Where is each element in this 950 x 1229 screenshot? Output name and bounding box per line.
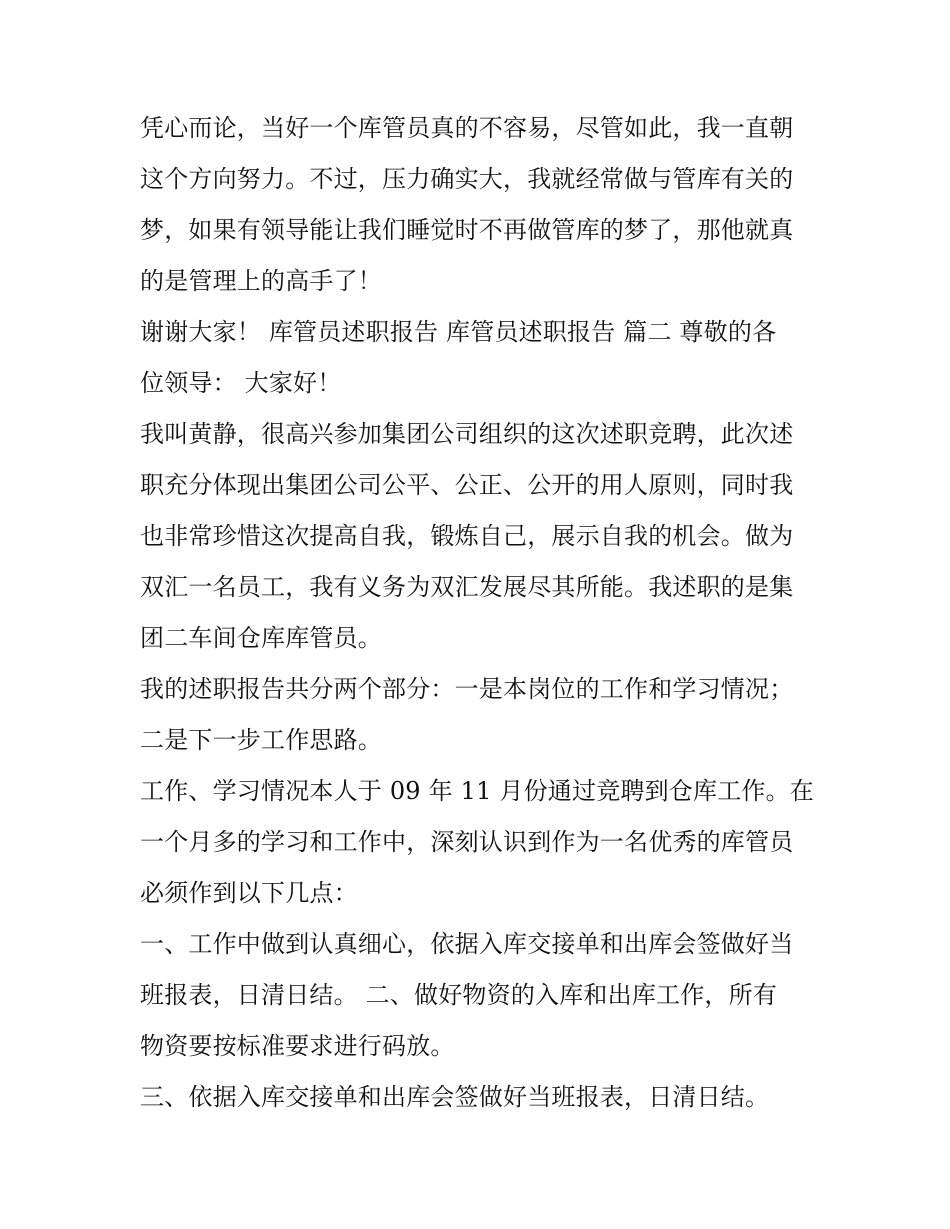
text-line: 班报表，日清日结。 二、做好物资的入库和出库工作，所有 — [140, 981, 778, 1009]
text-line: 凭心而论，当好一个库管员真的不容易，尽管如此，我一直朝 — [140, 114, 794, 142]
paragraph-2 — [140, 307, 815, 409]
text-line: 谢谢大家！ 库管员述职报告 库管员述职报告 篇二 尊敬的各 — [140, 318, 777, 346]
text-line: 这个方向努力。不过，压力确实大，我就经常做与管库有关的 — [140, 165, 794, 193]
text-line: 我的述职报告共分两个部分：一是本岗位的工作和学习情况； — [140, 675, 794, 703]
text-line: 位领导： 大家好！ — [140, 369, 342, 397]
text-line: 物资要按标准要求进行码放。 — [140, 1032, 455, 1060]
paragraph-7 — [140, 1072, 815, 1123]
text-line: 二是下一步工作思路。 — [140, 726, 382, 754]
text-line: 也非常珍惜这次提高自我，锻炼自己，展示自我的机会。做为 — [140, 522, 794, 550]
paragraph-1 — [140, 103, 815, 307]
text-line: 一、工作中做到认真细心，依据入库交接单和出库会签做好当 — [140, 930, 794, 958]
document-body — [140, 103, 815, 1123]
paragraph-6 — [140, 919, 815, 1072]
paragraph-3 — [140, 409, 815, 664]
text-line: 我叫黄静，很高兴参加集团公司组织的这次述职竞聘，此次述 — [140, 420, 794, 448]
paragraph-5 — [140, 766, 815, 919]
text-line: 一个月多的学习和工作中，深刻认识到作为一名优秀的库管员 — [140, 828, 794, 856]
text-line: 工作、学习情况本人于 09 年 11 月份通过竞聘到仓库工作。在 — [140, 777, 814, 805]
paragraph-4 — [140, 664, 815, 766]
text-line: 团二车间仓库库管员。 — [140, 624, 382, 652]
text-line: 梦，如果有领导能让我们睡觉时不再做管库的梦了，那他就真 — [140, 216, 794, 244]
text-line: 必须作到以下几点： — [140, 879, 358, 907]
text-line: 的是管理上的高手了！ — [140, 267, 382, 295]
text-line: 三、依据入库交接单和出库会签做好当班报表，日清日结。 — [140, 1083, 770, 1111]
text-line: 职充分体现出集团公司公平、公正、公开的用人原则，同时我 — [140, 471, 794, 499]
text-line: 双汇一名员工，我有义务为双汇发展尽其所能。我述职的是集 — [140, 573, 794, 601]
